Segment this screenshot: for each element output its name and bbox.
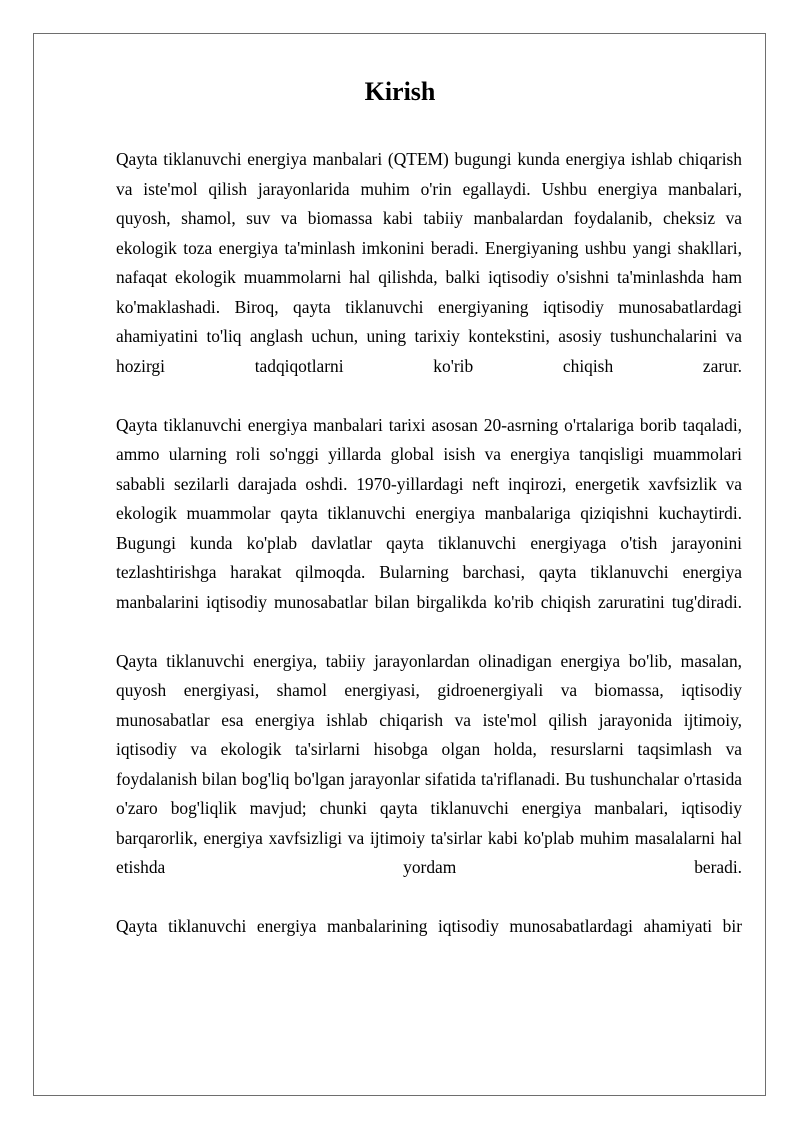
page-title: Kirish: [364, 77, 436, 106]
paragraph-1: Qayta tiklanuvchi energiya manbalari (QTEM) bugungi kunda energiya ishlab chiqarish va iste'mol qilish jarayonlarida muhim o'rin egallaydi. Ushbu energiya manbalari, quyosh, shamol, suv va biomassa kabi tabiiy manbalardan foydalanib, cheksiz va ekologik toza energiya ta'minlash imkonini beradi. Energiyaning ushbu yangi shakllari, nafaqat ekologik muammolarni hal qilishda, balki iqtisodiy o'sishni ta'minlashda ham ko'maklashadi. Biroq, qayta tiklanuvchi energiyaning iqtisodiy munosabatlardagi ahamiyatini to'liq anglash uchun, uning tarixiy kontekstini, asosiy tushunchalarini va hozirgi tadqiqotlarni ko'rib chiqish zarur.: [116, 149, 742, 376]
paragraph-2: Qayta tiklanuvchi energiya manbalari tarixi asosan 20-asrning o'rtalariga borib taqaladi, ammo ularning roli so'nggi yillarda global isish va energiya tanqisligi muammolari sababli sezilarli darajada oshdi. 1970-yillardagi neft inqirozi, energetik xavfsizlik va ekologik muammolar qayta tiklanuvchi energiya manbalariga qiziqishni kuchaytirdi. Bugungi kunda ko'plab davlatlar qayta tiklanuvchi energiyaga o'tish jarayonini tezlashtirishga harakat qilmoqda. Bularning barchasi, qayta tiklanuvchi energiya manbalarini iqtisodiy munosabatlar bilan birgalikda ko'rib chiqish zaruratini tug'diradi.: [116, 414, 742, 612]
document-body: [116, 145, 742, 942]
paragraph-4: Qayta tiklanuvchi energiya manbalarining iqtisodiy munosabatlardagi ahamiyati bir: [116, 916, 742, 936]
paragraph-3: Qayta tiklanuvchi energiya, tabiiy jarayonlardan olinadigan energiya bo'lib, masalan, quyosh energiyasi, shamol energiyasi, gidroenergiyali va biomassa, iqtisodiy munosabatlar esa energiya ishlab chiqarish va iste'mol qilish jarayonida ijtimoiy, iqtisodiy va ekologik ta'sirlarni hisobga olgan holda, resurslarni taqsimlash va foydalanish bilan bog'liq bo'lgan jarayonlar sifatida ta'riflanadi. Bu tushunchalar o'rtasida o'zaro bog'liqlik mavjud; chunki qayta tiklanuvchi energiya manbalari, iqtisodiy barqarorlik, energiya xavfsizligi va ijtimoiy ta'sirlar kabi ko'plab muhim masalalarni hal etishda yordam beradi.: [116, 650, 742, 877]
